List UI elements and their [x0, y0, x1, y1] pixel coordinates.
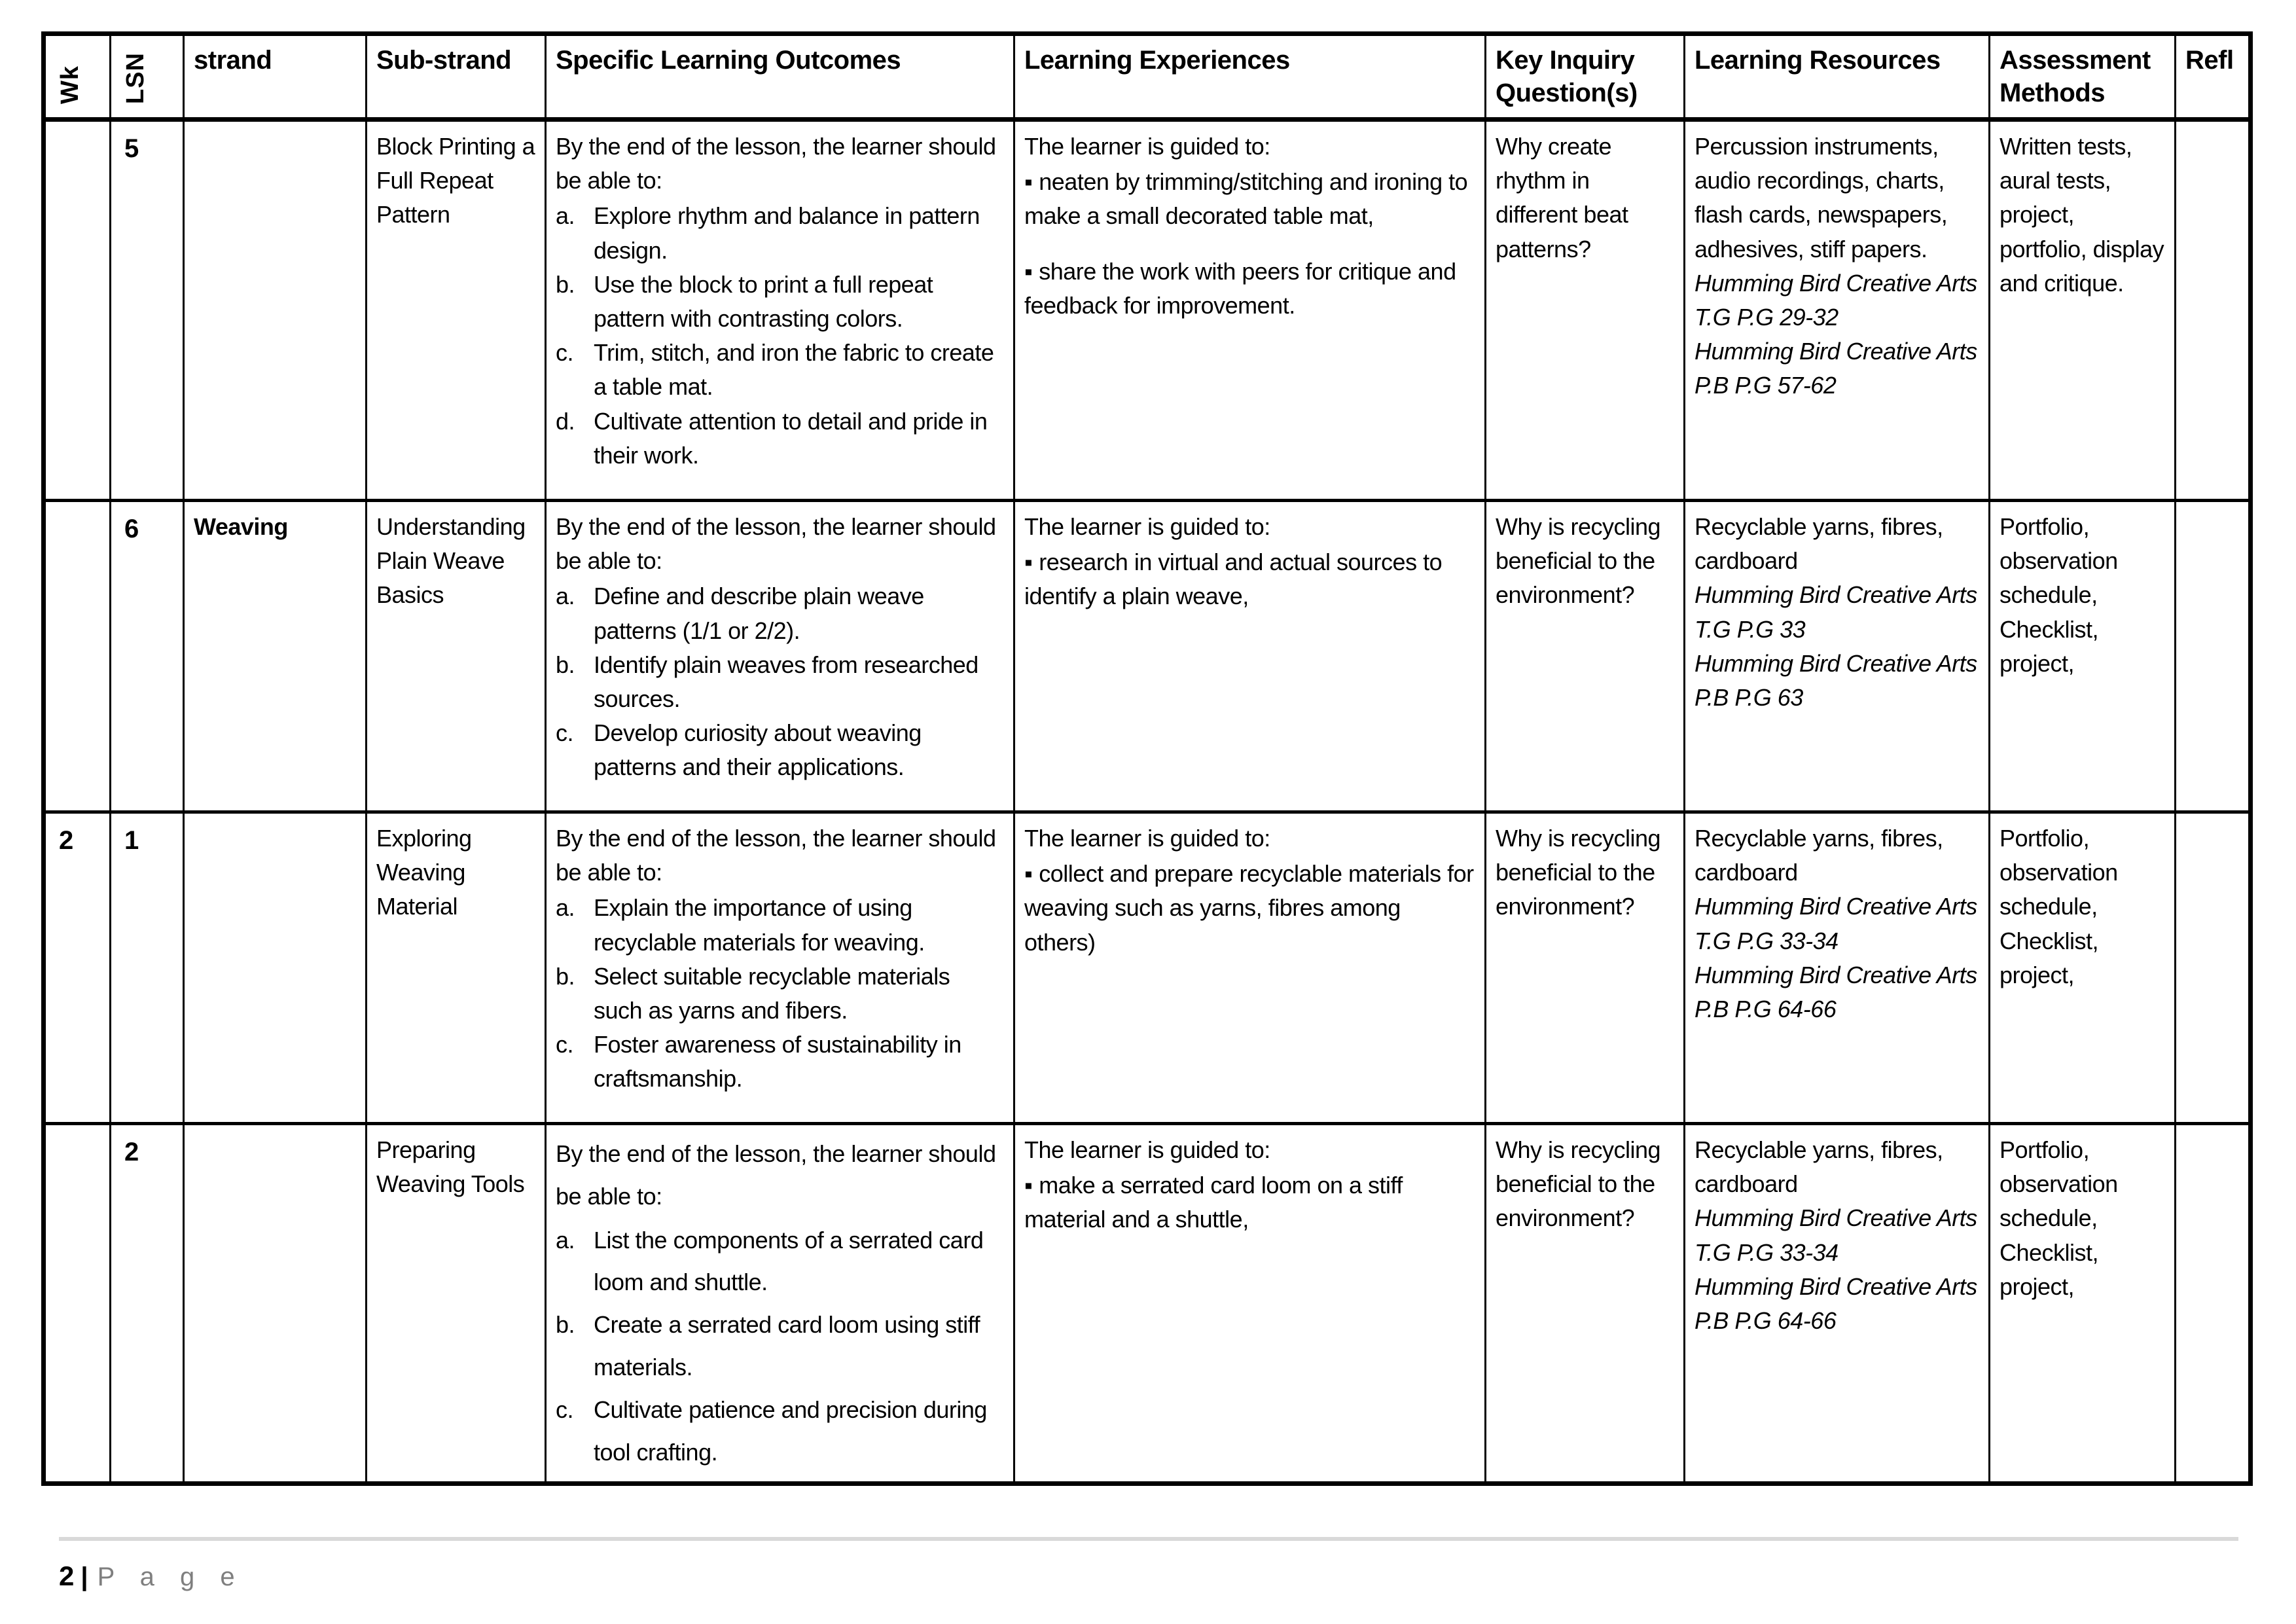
resources-text: Percussion instruments, audio recordings, charts, flash cards, newspapers, adhesives, stiff papers. — [1695, 133, 1948, 262]
header-assessment-methods: Assessment Methods — [1990, 34, 2176, 120]
outcome-text: Cultivate patience and precision during tool crafting. — [594, 1396, 987, 1466]
cell-learning-experiences — [1014, 120, 1486, 501]
square-bullet-icon: ▪ — [1024, 860, 1033, 888]
outcome-letter: b. — [556, 1311, 575, 1339]
outcome-letter: b. — [556, 651, 575, 678]
resource-book-reference: Humming Bird Creative Arts T.G P.G 29-32 — [1695, 269, 1977, 331]
outcome-text: Foster awareness of sustainability in craftsmanship. — [594, 1031, 961, 1092]
outcomes-intro: By the end of the lesson, the learner should be able to: — [556, 513, 996, 575]
cell-learning-resources — [1685, 120, 1990, 501]
cell-lesson-number: 5 — [111, 120, 184, 501]
page-number-label — [59, 1561, 2250, 1592]
resource-book-reference: Humming Bird Creative Arts P.B P.G 64-66 — [1695, 961, 1977, 1022]
resource-book-reference: Humming Bird Creative Arts T.G P.G 33-34 — [1695, 893, 1977, 954]
cell-reflection — [2176, 812, 2251, 1124]
outcome-letter: a. — [556, 894, 575, 922]
cell-learning-experiences — [1014, 812, 1486, 1124]
cell-learning-resources — [1685, 501, 1990, 812]
cell-assessment-methods: Portfolio, observation schedule, Checklist, project, — [1990, 812, 2176, 1124]
cell-strand — [184, 812, 367, 1124]
header-lsn: LSN — [111, 34, 184, 120]
cell-key-inquiry-question: Why create rhythm in different beat patterns? — [1486, 120, 1685, 501]
outcome-item — [556, 199, 1004, 267]
outcome-letter: c. — [556, 1031, 574, 1058]
page-number-separator: | — [81, 1562, 88, 1592]
outcome-text: Identify plain weaves from researched sources. — [594, 651, 978, 712]
experience-item: ▪ collect and prepare recyclable materials for weaving such as yarns, fibres among others) — [1024, 860, 1474, 956]
cell-lesson-number: 6 — [111, 501, 184, 812]
cell-week: 2 — [44, 812, 111, 1124]
outcome-item — [556, 960, 1004, 1028]
outcome-text: Cultivate attention to detail and pride in their work. — [594, 407, 988, 469]
outcome-item — [556, 1219, 1004, 1305]
cell-lesson-number: 1 — [111, 812, 184, 1124]
outcome-letter: b. — [556, 962, 575, 990]
table-row — [44, 1124, 2251, 1484]
resource-book-reference: Humming Bird Creative Arts P.B P.G 63 — [1695, 649, 1977, 711]
experiences-intro: The learner is guided to: — [1024, 513, 1270, 540]
header-refl: Refl — [2176, 34, 2251, 120]
cell-strand — [184, 1124, 367, 1484]
cell-assessment-methods: Portfolio, observation schedule, Checklist, project, — [1990, 1124, 2176, 1484]
header-learning-resources: Learning Resources — [1685, 34, 1990, 120]
cell-specific-learning-outcomes — [546, 812, 1014, 1124]
cell-reflection — [2176, 501, 2251, 812]
outcome-item — [556, 336, 1004, 404]
experiences-intro: The learner is guided to: — [1024, 133, 1270, 160]
outcome-letter: d. — [556, 407, 575, 435]
scheme-of-work-table — [41, 31, 2253, 1486]
outcome-item — [556, 648, 1004, 716]
outcome-item — [556, 891, 1004, 959]
square-bullet-icon: ▪ — [1024, 1172, 1033, 1199]
experience-item: ▪ share the work with peers for critique and feedback for improvement. — [1024, 257, 1456, 319]
square-bullet-icon: ▪ — [1024, 549, 1033, 576]
cell-specific-learning-outcomes — [546, 501, 1014, 812]
resources-text: Recyclable yarns, fibres, cardboard — [1695, 825, 1943, 886]
page-number: 2 — [59, 1561, 75, 1592]
cell-key-inquiry-question: Why is recycling beneficial to the environment? — [1486, 1124, 1685, 1484]
header-learning-experiences: Learning Experiences — [1014, 34, 1486, 120]
cell-sub-strand: Exploring Weaving Material — [367, 812, 546, 1124]
table-row — [44, 501, 2251, 812]
resource-book-reference: Humming Bird Creative Arts P.B P.G 57-62 — [1695, 338, 1977, 399]
cell-week — [44, 1124, 111, 1484]
table-header — [44, 34, 2251, 120]
resource-book-reference: Humming Bird Creative Arts P.B P.G 64-66 — [1695, 1272, 1977, 1334]
outcome-item — [556, 579, 1004, 647]
cell-specific-learning-outcomes — [546, 1124, 1014, 1484]
outcome-text: Explore rhythm and balance in pattern design. — [594, 202, 980, 264]
square-bullet-icon: ▪ — [1024, 168, 1033, 196]
outcome-letter: c. — [556, 719, 574, 747]
table-row — [44, 120, 2251, 501]
outcome-text: Define and describe plain weave patterns (1/1 or 2/2). — [594, 583, 924, 644]
outcome-letter: c. — [556, 339, 574, 367]
outcome-letter: a. — [556, 202, 575, 230]
cell-sub-strand: Preparing Weaving Tools — [367, 1124, 546, 1484]
header-sub-strand: Sub-strand — [367, 34, 546, 120]
experiences-intro: The learner is guided to: — [1024, 825, 1270, 852]
outcome-item — [556, 716, 1004, 784]
outcome-letter: c. — [556, 1396, 574, 1423]
header-row — [44, 34, 2251, 120]
outcome-letter: a. — [556, 1226, 575, 1254]
cell-learning-resources — [1685, 812, 1990, 1124]
cell-sub-strand: Understanding Plain Weave Basics — [367, 501, 546, 812]
header-strand: strand — [184, 34, 367, 120]
cell-reflection — [2176, 1124, 2251, 1484]
experience-item: ▪ neaten by trimming/stitching and ironing to make a small decorated table mat, — [1024, 168, 1468, 230]
cell-key-inquiry-question: Why is recycling beneficial to the environment? — [1486, 812, 1685, 1124]
outcome-item — [556, 1304, 1004, 1389]
cell-strand: Weaving — [184, 501, 367, 812]
table-row — [44, 812, 2251, 1124]
cell-learning-experiences — [1014, 1124, 1486, 1484]
page-word: P a g e — [97, 1562, 244, 1592]
cell-sub-strand: Block Printing a Full Repeat Pattern — [367, 120, 546, 501]
outcome-item — [556, 268, 1004, 336]
resources-text: Recyclable yarns, fibres, cardboard — [1695, 1136, 1943, 1198]
cell-reflection — [2176, 120, 2251, 501]
outcomes-intro: By the end of the lesson, the learner should be able to: — [556, 133, 996, 194]
footer-divider — [59, 1537, 2238, 1541]
resource-book-reference: Humming Bird Creative Arts T.G P.G 33-34 — [1695, 1204, 1977, 1266]
outcomes-intro: By the end of the lesson, the learner should be able to: — [556, 1140, 996, 1210]
outcome-item — [556, 1389, 1004, 1474]
outcomes-intro: By the end of the lesson, the learner should be able to: — [556, 825, 996, 886]
cell-learning-resources — [1685, 1124, 1990, 1484]
cell-key-inquiry-question: Why is recycling beneficial to the environment? — [1486, 501, 1685, 812]
cell-lesson-number: 2 — [111, 1124, 184, 1484]
header-wk: Wk — [44, 34, 111, 120]
outcome-text: Use the block to print a full repeat pattern with contrasting colors. — [594, 270, 933, 332]
outcome-item — [556, 1028, 1004, 1096]
outcome-text: Select suitable recyclable materials such as yarns and fibers. — [594, 962, 950, 1024]
outcome-text: Explain the importance of using recyclable materials for weaving. — [594, 894, 925, 956]
outcome-text: Develop curiosity about weaving patterns and their applications. — [594, 719, 922, 781]
cell-specific-learning-outcomes — [546, 120, 1014, 501]
cell-week — [44, 120, 111, 501]
cell-assessment-methods: Written tests, aural tests, project, portfolio, display and critique. — [1990, 120, 2176, 501]
resource-book-reference: Humming Bird Creative Arts T.G P.G 33 — [1695, 581, 1977, 643]
cell-assessment-methods: Portfolio, observation schedule, Checklist, project, — [1990, 501, 2176, 812]
experiences-intro: The learner is guided to: — [1024, 1136, 1270, 1163]
page-footer — [59, 1537, 2250, 1592]
table-body — [44, 120, 2251, 1484]
header-specific-learning-outcomes: Specific Learning Outcomes — [546, 34, 1014, 120]
resources-text: Recyclable yarns, fibres, cardboard — [1695, 513, 1943, 575]
header-key-inquiry-questions: Key Inquiry Question(s) — [1486, 34, 1685, 120]
outcome-text: List the components of a serrated card loom and shuttle. — [594, 1226, 984, 1296]
experience-item: ▪ make a serrated card loom on a stiff material and a shuttle, — [1024, 1172, 1403, 1233]
cell-learning-experiences — [1014, 501, 1486, 812]
outcome-text: Create a serrated card loom using stiff materials. — [594, 1311, 980, 1380]
square-bullet-icon: ▪ — [1024, 257, 1033, 285]
experience-item: ▪ research in virtual and actual sources to identify a plain weave, — [1024, 549, 1443, 610]
outcome-item — [556, 405, 1004, 473]
outcome-letter: a. — [556, 583, 575, 610]
cell-strand — [184, 120, 367, 501]
outcome-letter: b. — [556, 270, 575, 298]
outcome-text: Trim, stitch, and iron the fabric to create a table mat. — [594, 339, 994, 401]
cell-week — [44, 501, 111, 812]
